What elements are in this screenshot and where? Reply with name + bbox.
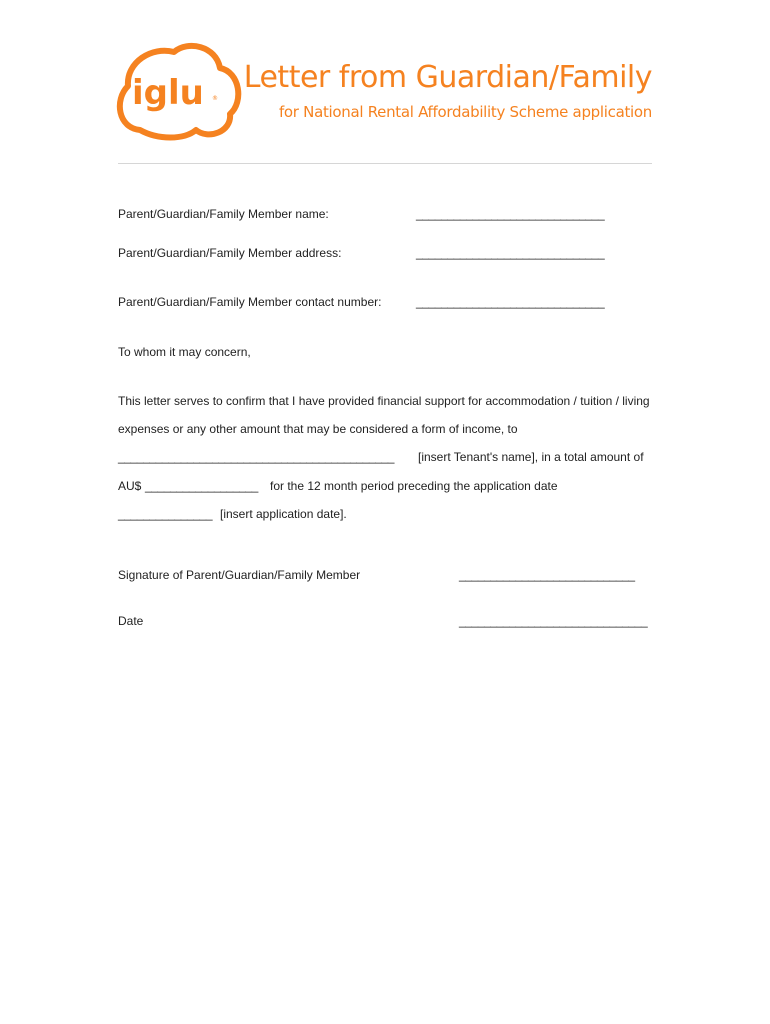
signature-label: Signature of Parent/Guardian/Family Member <box>118 568 361 582</box>
field-blank-address[interactable]: ______________________________ <box>416 246 605 260</box>
letter-line-2: expenses or any other amount that may be considered a form of income, to <box>118 422 518 436</box>
logo-text: iglu <box>132 73 204 113</box>
field-label-name: Parent/Guardian/Family Member name: <box>118 207 329 221</box>
letter-line-3-text: [insert Tenant's name], in a total amount of <box>418 450 644 464</box>
signature-blank[interactable]: ____________________________ <box>459 568 635 582</box>
document-subtitle: for National Rental Affordability Scheme application <box>278 103 652 121</box>
field-label-contact-number: Parent/Guardian/Family Member contact number: <box>118 295 382 309</box>
letter-salutation: To whom it may concern, <box>118 345 251 359</box>
field-blank-name[interactable]: ______________________________ <box>416 207 605 221</box>
date-label: Date <box>118 614 144 628</box>
field-blank-contact-number[interactable]: ______________________________ <box>416 295 605 309</box>
letter-line-4-text: for the 12 month period preceding the application date <box>270 479 558 493</box>
document-title: Letter from Guardian/Family <box>243 60 652 95</box>
date-blank[interactable]: ______________________________ <box>459 614 648 628</box>
header-divider <box>118 163 652 164</box>
application-date-blank[interactable]: _______________ <box>118 507 213 521</box>
iglu-logo <box>112 42 242 142</box>
tenant-name-blank[interactable]: ____________________________________________ <box>118 450 395 464</box>
amount-currency-prefix: AU$ <box>118 479 142 493</box>
amount-blank[interactable]: __________________ <box>145 479 258 493</box>
letter-line-1: This letter serves to confirm that I have provided financial support for accommodation / tuition / living <box>118 394 650 408</box>
logo-trademark: ® <box>212 95 218 102</box>
letter-line-5-text: [insert application date]. <box>220 507 347 521</box>
field-label-address: Parent/Guardian/Family Member address: <box>118 246 342 260</box>
